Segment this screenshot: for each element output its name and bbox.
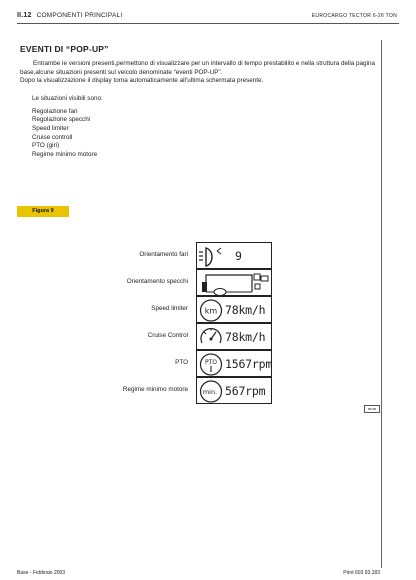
row-label: Cruise Control [147,332,188,339]
situations-list [32,108,379,160]
list-item: Speed limiter [32,124,69,132]
list-item: Regime minimo motore [32,151,98,159]
page-number: II.12 [17,12,32,19]
header-model: EUROCARGO TECTOR 6-26 TON [311,13,397,19]
list-item: PTO (giri) [32,142,60,150]
figure-9 [0,242,416,407]
row-label: PTO [175,359,188,366]
figure-row-mirrors [0,269,416,296]
km-icon [197,297,225,324]
figure-row-pto [0,350,416,377]
figure-stamp: 85189 [364,405,380,413]
page-header [17,10,399,24]
row-label: Orientamento fari [139,251,188,258]
list-item: Cruise controll [32,133,73,141]
display-value: 1567rpm [225,357,273,371]
main-content [17,44,379,160]
idle-min-icon [197,378,225,405]
figure-row-idle-speed [0,377,416,404]
paragraph-1 [20,60,380,77]
svg-text:min.: min. [202,388,218,396]
footer-right: Print 603.93.183 [343,570,380,576]
display-value: 78km/h [225,303,266,317]
display-box [196,269,272,296]
row-label: Speed limiter [151,305,188,312]
row-label: Regime minimo motore [122,386,188,393]
list-item: Regolazione fari [32,107,78,115]
display-box [196,377,272,404]
display-box [196,242,272,269]
row-label: Orientamento specchi [126,278,188,285]
section-title: EVENTI DI “POP-UP” [20,44,109,54]
svg-text:PTO: PTO [204,359,218,366]
figure-row-speed-limiter [0,296,416,323]
figure-row-cruise-control [0,323,416,350]
list-intro: Le situazioni visibili sono: [32,94,103,102]
display-value: 567rpm [225,384,266,398]
paragraph-1-text: Entrambe le versioni presenti,permettono di visualizzare per un intervallo di tempo prestabilito e nella struttura della pagina base,alcune situazioni presenti sul veicolo denominate “eventi POP-UP”. [20,60,375,76]
footer-left: Base - Febbraio 2003 [17,570,66,576]
figure-row-headlights [0,242,416,269]
list-item: Regolazione specchi [32,116,91,124]
display-box [196,350,272,377]
headlight-icon [197,243,225,270]
mirror-icon [197,270,273,297]
cruise-control-icon [197,324,225,351]
paragraph-2: Dopo la visualizzazione il display torna automaticamente all’ultima schermata presente. [20,77,264,84]
display-value: 9 [235,249,242,263]
pto-icon [197,351,225,378]
display-value: 78km/h [225,330,266,344]
figure-label: Figura 9 [17,206,69,217]
display-box [196,296,272,323]
header-section: COMPONENTI PRINCIPALI [36,12,123,19]
display-box [196,323,272,350]
svg-text:km: km [204,306,218,316]
header-left [17,12,122,19]
